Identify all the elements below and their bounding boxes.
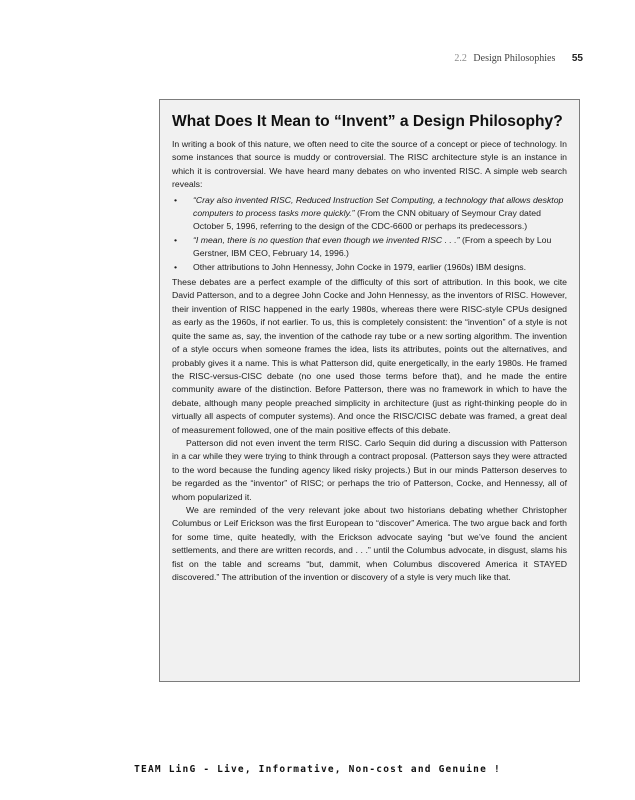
body-paragraph-1: These debates are a perfect example of the difficulty of this sort of attribution. In this book, we cite David Patterson, and to a degree John Cocke and John Hennessy, as the inventors of RISC. However, their invention of RISC happened in the early 1980s, whereas there were RISC-style CPUs designed as early as the 1960s, if not earlier. To us, this is completely consistent: the “invention” of a style is not quite the same as, say, the invention of the cathode ray tube or a new sorting algorithm. The invention of a style occurs when someone frames the idea, lists its attributes, points out the alternatives, and probably gives it a name. This is what Patterson did, quite energetically, in the early 1980s. He framed the RISC-versus-CISC debate (no one used those terms before that), and he made the entire community aware of the distinction. Before Patterson, there was no framework in which to have the debate, although many people preached simplicity in architecture (just as right-thinking people do in virtually all aspects of computer systems). And once the RISC/CISC debate was framed, a great deal of measurement followed, one of the main positive effects of this debate.: [172, 277, 567, 435]
bullet-icon: •: [174, 261, 178, 272]
section-title: Design Philosophies: [473, 53, 556, 64]
bullet-source: (From a speech by Lou Gerstner, IBM CEO, February 14, 1996.): [193, 234, 552, 259]
list-item: [172, 234, 567, 261]
list-item: [172, 261, 567, 274]
footer-banner: TEAM LinG - Live, Informative, Non-cost and Genuine !: [134, 764, 501, 775]
attribution-list: [172, 194, 567, 274]
running-header: [454, 53, 583, 64]
list-item: [172, 194, 567, 234]
bullet-text: Other attributions to John Hennessy, John Cocke in 1979, earlier (1960s) IBM designs.: [193, 261, 527, 272]
section-number: 2.2: [454, 53, 467, 64]
bullet-icon: •: [174, 234, 178, 245]
sidebar-box: [159, 99, 580, 682]
bullet-source: (From the CNN obituary of Seymour Cray dated October 5, 1996, referring to the design of the CDC-6600 or perhaps its predecessors.): [193, 208, 541, 232]
sidebar-title: What Does It Mean to “Invent” a Design Philosophy?: [172, 113, 563, 130]
bullet-quote: “I mean, there is no question that even though we invented RISC . . .”: [193, 234, 460, 245]
body-paragraph-3: We are reminded of the very relevant joke about two historians debating whether Christopher Columbus or Leif Erickson was the first European to “discover” America. The two argue back and forth for some time, quite heatedly, with the Erickson advocate saying “but we’ve found the ancient settlements, and there are written records, and . . .” until the Columbus advocate, in disgust, slams his fist on the table and screams “but, dammit, when Columbus discovered America it STAYED discovered.” The attribution of the invention or discovery of a style is very much like that.: [172, 504, 567, 582]
bullet-icon: •: [174, 194, 178, 205]
intro-paragraph: In writing a book of this nature, we often need to cite the source of a concept or piece of technology. In some instances that source is muddy or controversial. The RISC architecture style is an instance in which it is controversial. We have heard many debates on who invented RISC. A simple web search reveals:: [172, 139, 567, 190]
body-paragraph-2: Patterson did not even invent the term RISC. Carlo Sequin did during a discussion with Patterson in a car while they were trying to think through a contract proposal. (Patterson says they were attracted to the word because the funding agency liked risky projects.) But in our minds Patterson deserves to be regarded as the “inventor” of RISC; or perhaps the trio of Patterson, Cocke, and Hennessy, all of whom popularized it.: [172, 437, 567, 502]
bullet-quote: “Cray also invented RISC, Reduced Instruction Set Computing, a technology that allows desktop computers to process tasks more quickly.”: [193, 194, 564, 219]
page-number: 55: [571, 53, 583, 64]
